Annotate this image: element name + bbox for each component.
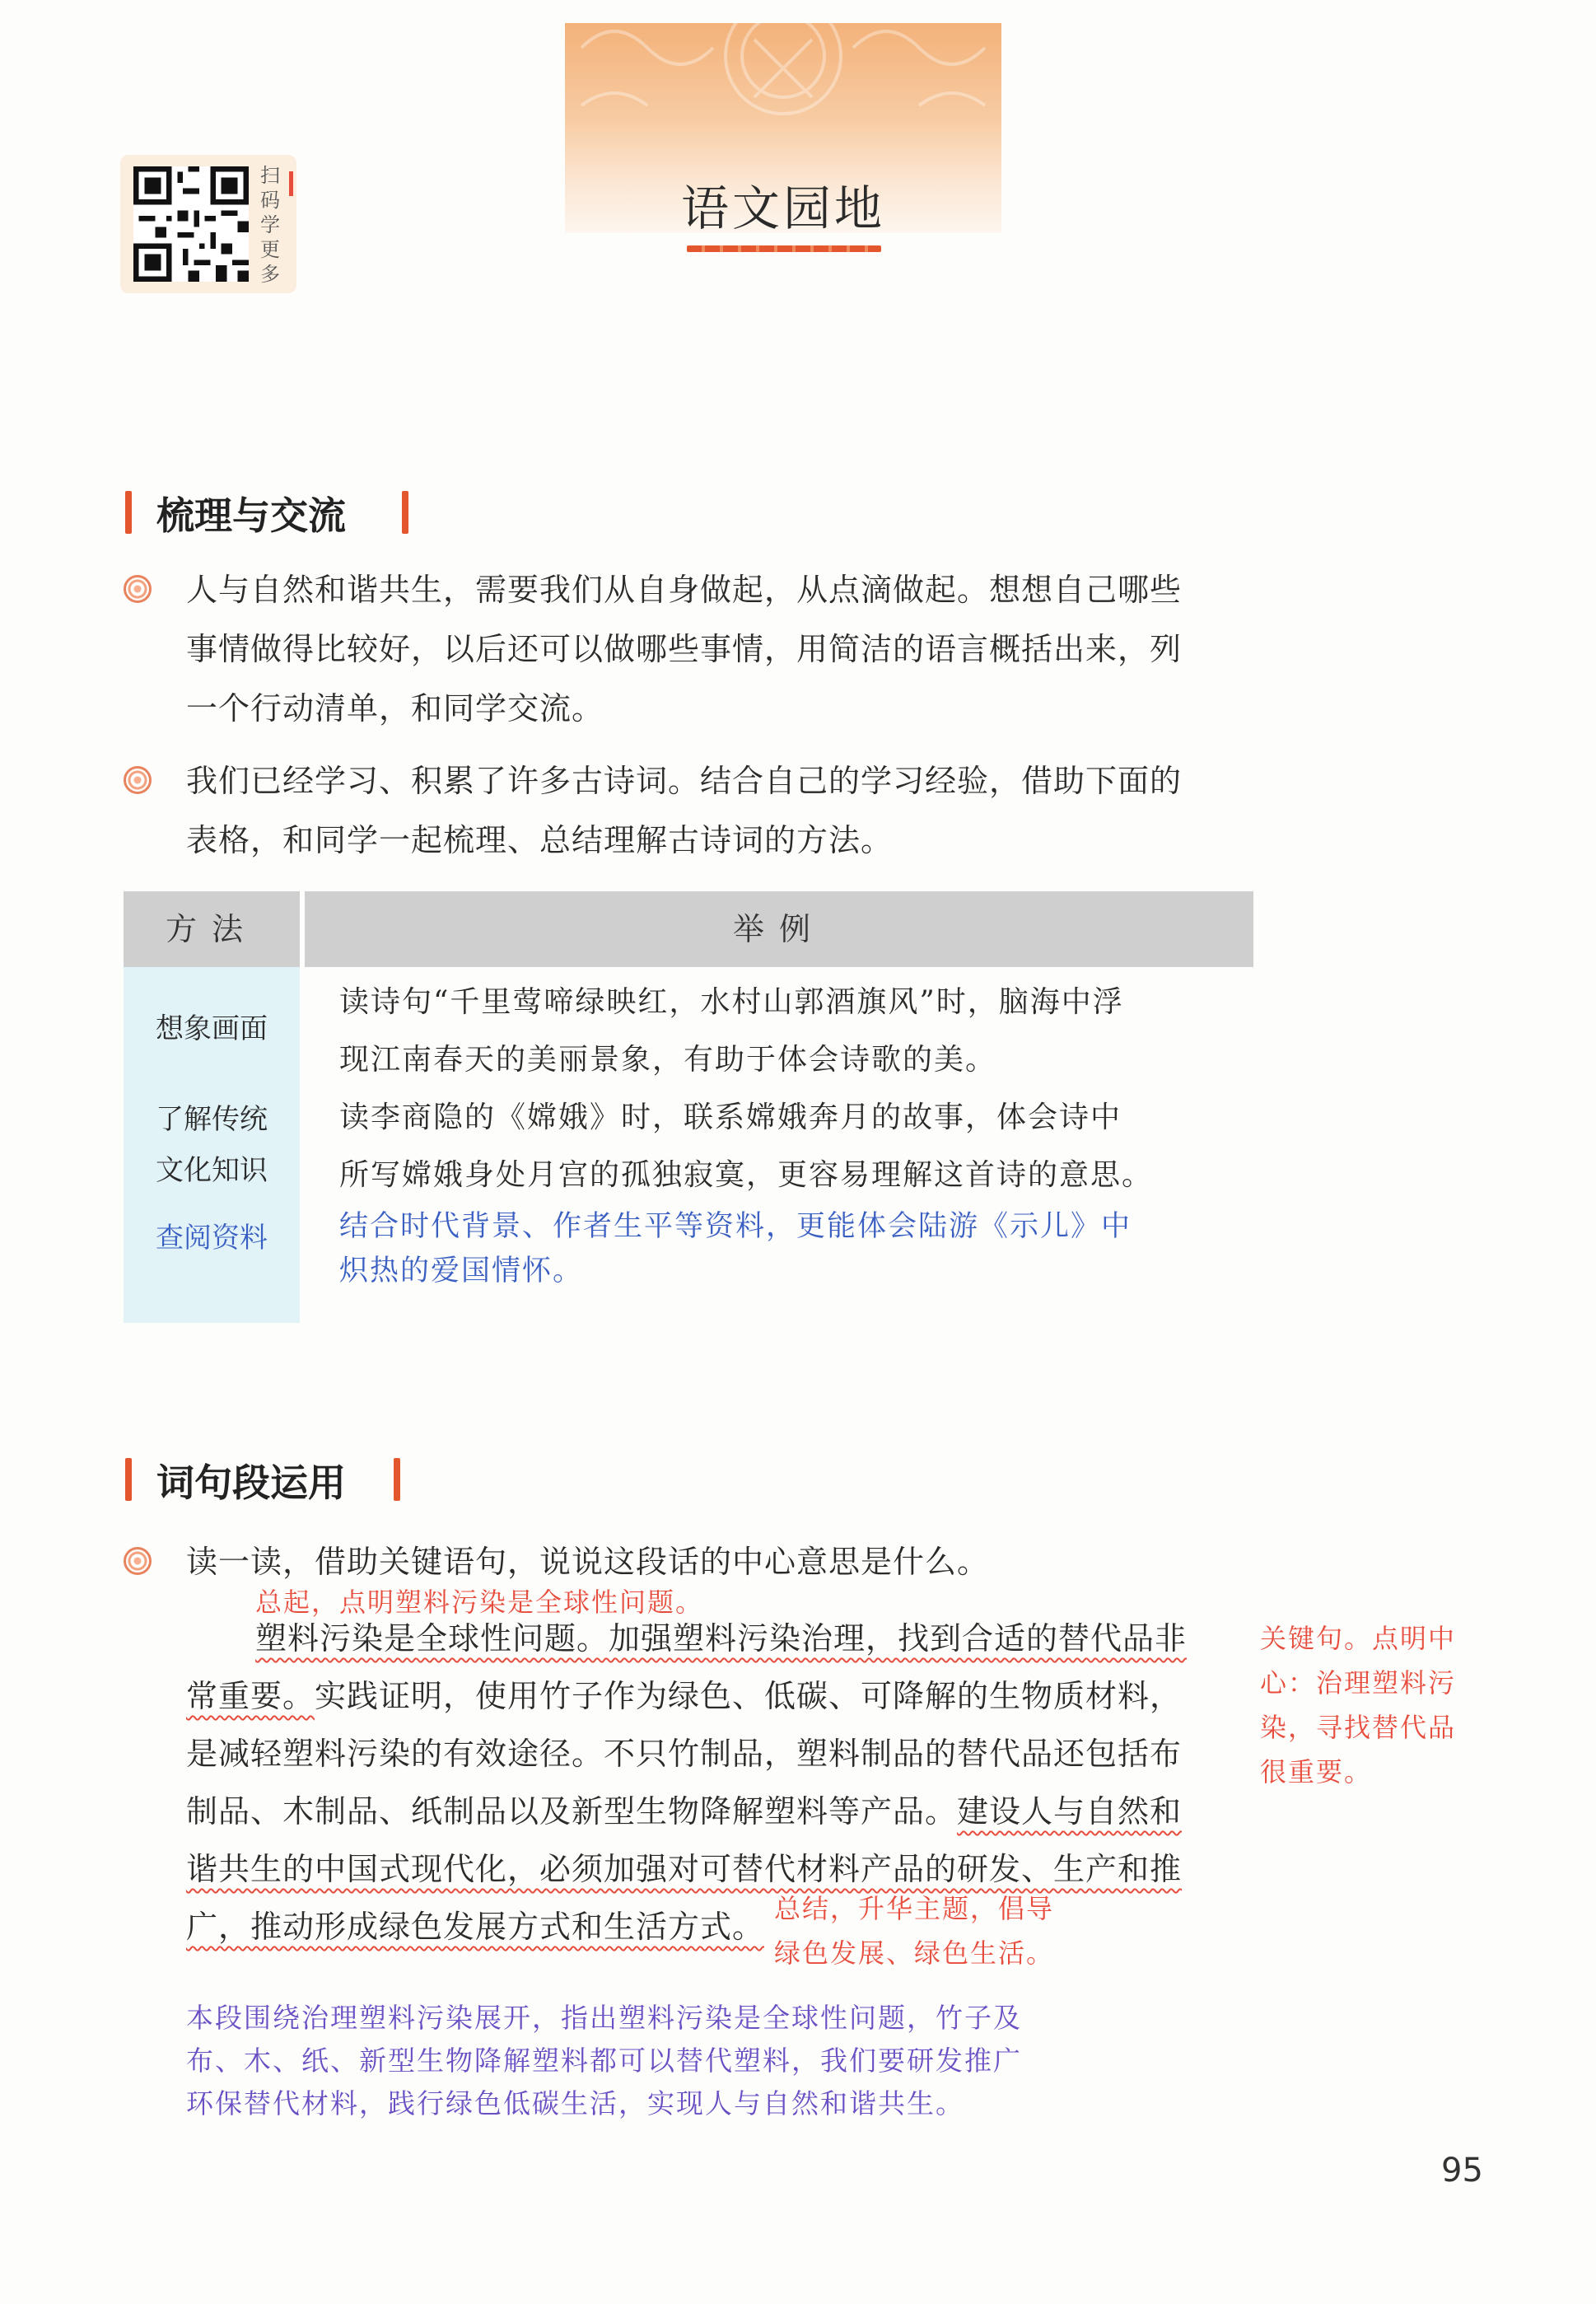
table-row-2-method: 了解传统 文化知识 xyxy=(156,1103,268,1187)
heading-bar-right xyxy=(402,491,408,534)
page-number: 95 xyxy=(1441,2152,1483,2190)
bullet-icon xyxy=(124,766,152,794)
passage-text: 制品、木制品、纸制品以及新型生物降解塑料等产品。 xyxy=(186,1793,958,1830)
section-heading-review: 梳理与交流 xyxy=(156,493,346,538)
table-row-2-example: 读李商隐的《嫦娥》时，联系嫦娥奔月的故事，体会诗中 所写嫦娥身处月宫的孤独寂寞，更容易理解这首诗的意思。 xyxy=(339,1101,1154,1192)
summary-note: 本段围绕治理塑料污染展开，指出塑料污染是全球性问题，竹子及 布、木、纸、新型生物降解塑料都可以替代塑料，我们要研发推广 环保替代材料，践行绿色低碳生活，实现人与自然和谐共生。 xyxy=(186,2002,1022,2119)
key-sentence-2a: 加强塑料污染治理，找到合适的替代品非 xyxy=(609,1620,1188,1657)
annotation-opening: 总起，点明塑料污染是全球性问题。 xyxy=(255,1587,704,1618)
exercise-prompt: 读一读，借助关键语句，说说这段话的中心意思是什么。 xyxy=(186,1544,990,1580)
table-header-method: 方法 xyxy=(124,891,300,967)
annotation-conclusion: 总结，升华主题，倡导 绿色发展、绿色生活。 xyxy=(774,1893,1055,1969)
table-row-3-example: 结合时代背景、作者生平等资料，更能体会陆游《示儿》中 炽热的爱国情怀。 xyxy=(339,1210,1132,1288)
annotation-key-sentence: 关键句。点明中 心：治理塑料污 染，寻找替代品 很重要。 xyxy=(1260,1623,1457,1788)
qr-label: 扫码学更多 xyxy=(260,164,280,286)
table-row-3-method: 查阅资料 xyxy=(156,1222,268,1255)
table-row-1-example: 读诗句“千里莺啼绿映红，水村山郭酒旗风”时，脑海中浮 现江南春天的美丽景象，有助于体会诗歌的美。 xyxy=(339,985,1124,1077)
table-row-1-method: 想象画面 xyxy=(156,1012,268,1045)
heading-bar-left xyxy=(125,491,132,534)
page-title: 语文园地 xyxy=(680,180,885,236)
bullet-icon xyxy=(124,1547,152,1575)
section-heading-words: 词句段运用 xyxy=(156,1460,346,1505)
title-banner xyxy=(565,23,1001,236)
qr-accent-mark xyxy=(289,171,293,196)
ornament-pattern-icon xyxy=(565,23,1001,147)
heading-bar-left xyxy=(125,1458,132,1501)
key-sentence-3c: 广，推动形成绿色发展方式和生活方式。 xyxy=(186,1909,765,1945)
column-separator xyxy=(300,891,305,1323)
key-sentence-3b: 谐共生的中国式现代化，必须加强对可替代材料产品的研发、生产和推 xyxy=(186,1851,1183,1887)
qr-code-icon[interactable] xyxy=(133,166,249,282)
title-underline xyxy=(687,245,881,252)
paragraph-item-1: 人与自然和谐共生，需要我们从自身做起，从点滴做起。想想自己哪些 事情做得比较好，以后还可以做哪些事情，用简洁的语言概括出来，列 一个行动清单，和同学交流。 xyxy=(186,572,1183,727)
key-sentence-1: 塑料污染是全球性问题。 xyxy=(255,1620,609,1657)
heading-bar-right xyxy=(394,1458,400,1501)
reading-passage xyxy=(186,1610,1257,1956)
key-sentence-2b: 常重要。 xyxy=(186,1678,315,1714)
passage-text: 实践证明，使用竹子作为绿色、低碳、可降解的生物质材料， xyxy=(315,1678,1183,1714)
bullet-icon xyxy=(124,575,152,603)
table-header-example: 举例 xyxy=(305,891,1253,967)
methods-table xyxy=(124,891,1253,1323)
passage-text: 是减轻塑料污染的有效途径。不只竹制品，塑料制品的替代品还包括布 xyxy=(186,1736,1183,1772)
qr-code-block[interactable] xyxy=(120,155,296,293)
key-sentence-3a: 建设人与自然和 xyxy=(957,1793,1183,1830)
paragraph-item-2: 我们已经学习、积累了许多古诗词。结合自己的学习经验，借助下面的 表格，和同学一起梳理、总结理解古诗词的方法。 xyxy=(186,763,1183,858)
